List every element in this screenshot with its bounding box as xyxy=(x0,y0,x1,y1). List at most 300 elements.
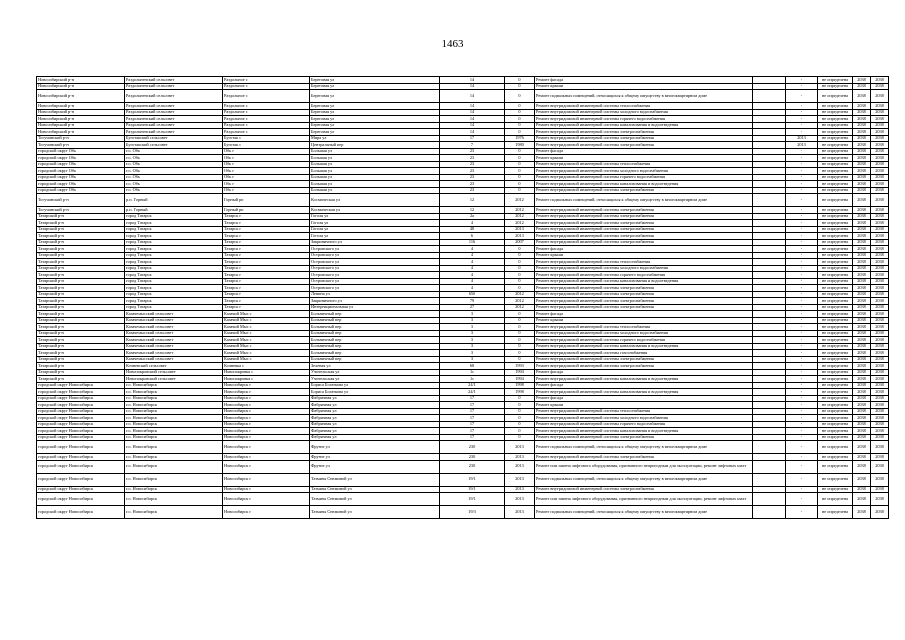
last-repair-year-cell: - xyxy=(786,454,818,461)
last-repair-year-cell: - xyxy=(786,187,818,194)
start-year-cell: 2038 xyxy=(853,83,871,90)
district-cell: Татарский р-н xyxy=(37,285,125,292)
cost-cell: не определена xyxy=(818,168,853,175)
municipality-cell: Раздольненский сельсовет xyxy=(125,77,223,84)
district-cell: Новосибирский р-н xyxy=(37,116,125,123)
end-year-cell: 2038 xyxy=(871,233,889,240)
settlement-cell: Новопокровка с xyxy=(223,369,310,376)
work-type-cell: Ремонт внутридомовой инженерной системы электроснабжения xyxy=(535,454,753,461)
street-cell: Закриничного ул xyxy=(310,239,440,246)
municipality-cell: г.о. Новосибирск xyxy=(125,421,223,428)
cost-cell: не определена xyxy=(818,486,853,493)
end-year-cell: 2038 xyxy=(871,259,889,266)
work-type-cell: Ремонт крыши xyxy=(535,252,753,259)
house-number-cell: 4 xyxy=(440,246,505,253)
house-number-cell: 3 xyxy=(440,324,505,331)
house-number-cell: 1с xyxy=(440,369,505,376)
cost-cell: не определена xyxy=(818,135,853,142)
house-number-cell: 14 xyxy=(440,103,505,110)
start-year-cell: 2038 xyxy=(853,135,871,142)
street-cell: Больничный пер xyxy=(310,337,440,344)
last-repair-year-cell: - xyxy=(786,272,818,279)
build-year-cell: 0 xyxy=(505,90,535,103)
street-cell: Фабричная ул xyxy=(310,434,440,441)
work-type-cell: Ремонт внутридомовой инженерной системы горячего водоснабжения xyxy=(535,421,753,428)
house-number-cell: 24/1 xyxy=(440,389,505,396)
district-cell: Татарский р-н xyxy=(37,259,125,266)
house-number-cell: 6 xyxy=(440,233,505,240)
start-year-cell: 2038 xyxy=(853,298,871,305)
build-year-cell: 0 xyxy=(505,278,535,285)
start-year-cell: 2038 xyxy=(853,265,871,272)
page-number: 1463 xyxy=(441,38,464,50)
start-year-cell: 2038 xyxy=(853,389,871,396)
start-year-cell: 2038 xyxy=(853,233,871,240)
district-cell: Новосибирский р-н xyxy=(37,83,125,90)
work-type-cell: Ремонт внутридомовой инженерной системы холодного водоснабжения xyxy=(535,330,753,337)
work-type-cell: Ремонт внутридомовой инженерной системы теплоснабжения xyxy=(535,103,753,110)
build-year-cell: 0 xyxy=(505,122,535,129)
work-type-cell: Ремонт или замена лифтового оборудования, признанного непригодным для эксплуатации, ремонт лифтовых шахт xyxy=(535,493,753,506)
build-year-cell: 0 xyxy=(505,181,535,188)
house-number-cell: 17 xyxy=(440,402,505,409)
start-year-cell: 2038 xyxy=(853,343,871,350)
street-cell: Островского ул xyxy=(310,252,440,259)
street-cell: Большая ул xyxy=(310,161,440,168)
build-year-cell: 0 xyxy=(505,408,535,415)
cost-cell: не определена xyxy=(818,363,853,370)
municipality-cell: г.о. Новосибирск xyxy=(125,506,223,519)
house-number-cell: 4 xyxy=(440,259,505,266)
house-number-cell: 19/1 xyxy=(440,473,505,486)
start-year-cell: 2038 xyxy=(853,103,871,110)
last-repair-year-cell: - xyxy=(786,493,818,506)
house-number-cell: 3 xyxy=(440,343,505,350)
cost-cell: не определена xyxy=(818,337,853,344)
last-repair-year-cell: - xyxy=(786,376,818,383)
last-repair-year-cell: - xyxy=(786,350,818,357)
settlement-cell: Татарск г xyxy=(223,272,310,279)
cost-cell: не определена xyxy=(818,220,853,227)
start-year-cell: 2038 xyxy=(853,174,871,181)
house-number-cell: 17 xyxy=(440,135,505,142)
end-year-cell: 2038 xyxy=(871,155,889,162)
last-repair-year-cell: - xyxy=(786,90,818,103)
start-year-cell: 2038 xyxy=(853,428,871,435)
spacer-cell xyxy=(753,194,786,207)
start-year-cell: 2038 xyxy=(853,148,871,155)
start-year-cell: 2038 xyxy=(853,454,871,461)
municipality-cell: Казачемысский сельсовет xyxy=(125,337,223,344)
work-type-cell: Ремонт внутридомовой инженерной системы электроснабжения xyxy=(535,356,753,363)
end-year-cell: 2038 xyxy=(871,116,889,123)
cost-cell: не определена xyxy=(818,148,853,155)
build-year-cell: 0 xyxy=(505,116,535,123)
street-cell: Ленина ул xyxy=(310,291,440,298)
cost-cell: не определена xyxy=(818,207,853,214)
end-year-cell: 2038 xyxy=(871,506,889,519)
cost-cell: не определена xyxy=(818,369,853,376)
house-number-cell: 4 xyxy=(440,272,505,279)
end-year-cell: 2038 xyxy=(871,220,889,227)
house-number-cell: 3 xyxy=(440,330,505,337)
cost-cell: не определена xyxy=(818,350,853,357)
house-number-cell: 23 xyxy=(440,155,505,162)
start-year-cell: 2038 xyxy=(853,285,871,292)
start-year-cell: 2038 xyxy=(853,408,871,415)
work-type-cell: Ремонт крыши xyxy=(535,402,753,409)
build-year-cell: 0 xyxy=(505,187,535,194)
municipality-cell: г.о. Обь xyxy=(125,168,223,175)
start-year-cell: 2038 xyxy=(853,90,871,103)
capital-repair-table xyxy=(36,76,889,519)
cost-cell: не определена xyxy=(818,473,853,486)
district-cell: Тогучинский р-н xyxy=(37,142,125,149)
end-year-cell: 2038 xyxy=(871,181,889,188)
municipality-cell: р.п. Горный xyxy=(125,207,223,214)
house-number-cell: 19/1 xyxy=(440,486,505,493)
municipality-cell: г.о. Новосибирск xyxy=(125,460,223,473)
end-year-cell: 2038 xyxy=(871,382,889,389)
municipality-cell: г.о. Новосибирск xyxy=(125,402,223,409)
house-number-cell: 4 xyxy=(440,220,505,227)
last-repair-year-cell: - xyxy=(786,395,818,402)
house-number-cell: 14 xyxy=(440,83,505,90)
work-type-cell: Ремонт подвальных помещений, относящихся к общему имуществу в многоквартирном доме xyxy=(535,441,753,454)
end-year-cell: 2038 xyxy=(871,376,889,383)
work-type-cell: Ремонт или замена лифтового оборудования, признанного непригодным для эксплуатации, ремонт лифтовых шахт xyxy=(535,460,753,473)
house-number-cell: 17 xyxy=(440,421,505,428)
settlement-cell: Раздольное с xyxy=(223,129,310,136)
end-year-cell: 2038 xyxy=(871,265,889,272)
build-year-cell: 0 xyxy=(505,148,535,155)
street-cell: Фабричная ул xyxy=(310,421,440,428)
street-cell: Больничный пер xyxy=(310,330,440,337)
cost-cell: не определена xyxy=(818,226,853,233)
house-number-cell: 23 xyxy=(440,181,505,188)
build-year-cell: 0 xyxy=(505,421,535,428)
start-year-cell: 2038 xyxy=(853,382,871,389)
last-repair-year-cell: - xyxy=(786,265,818,272)
settlement-cell: Новосибирск г xyxy=(223,415,310,422)
cost-cell: не определена xyxy=(818,233,853,240)
house-number-cell: 3 xyxy=(440,356,505,363)
district-cell: городской округ Новосибирск xyxy=(37,421,125,428)
start-year-cell: 2038 xyxy=(853,259,871,266)
work-type-cell: Ремонт внутридомовой инженерной системы электроснабжения xyxy=(535,142,753,149)
last-repair-year-cell: - xyxy=(786,207,818,214)
last-repair-year-cell: - xyxy=(786,428,818,435)
last-repair-year-cell: - xyxy=(786,317,818,324)
work-type-cell: Ремонт внутридомовой инженерной системы электроснабжения xyxy=(535,213,753,220)
end-year-cell: 2038 xyxy=(871,103,889,110)
build-year-cell: 1998 xyxy=(505,389,535,396)
start-year-cell: 2038 xyxy=(853,291,871,298)
build-year-cell: 2013 xyxy=(505,454,535,461)
build-year-cell: 0 xyxy=(505,155,535,162)
last-repair-year-cell: - xyxy=(786,506,818,519)
end-year-cell: 2038 xyxy=(871,486,889,493)
last-repair-year-cell: - xyxy=(786,408,818,415)
settlement-cell: Горный рп xyxy=(223,194,310,207)
settlement-cell: Раздольное с xyxy=(223,122,310,129)
cost-cell: не определена xyxy=(818,181,853,188)
municipality-cell: г.о. Новосибирск xyxy=(125,428,223,435)
end-year-cell: 2038 xyxy=(871,291,889,298)
municipality-cell: г.о. Новосибирск xyxy=(125,382,223,389)
end-year-cell: 2038 xyxy=(871,473,889,486)
start-year-cell: 2038 xyxy=(853,493,871,506)
work-type-cell: Ремонт внутридомовой инженерной системы канализования и водоотведения xyxy=(535,181,753,188)
district-cell: городской округ Обь xyxy=(37,174,125,181)
build-year-cell: 2007 xyxy=(505,239,535,246)
street-cell: Татьяны Снежиной ул xyxy=(310,493,440,506)
house-number-cell: 17 xyxy=(440,434,505,441)
municipality-cell: г.о. Обь xyxy=(125,161,223,168)
start-year-cell: 2038 xyxy=(853,142,871,149)
settlement-cell: Татарск г xyxy=(223,220,310,227)
start-year-cell: 2038 xyxy=(853,337,871,344)
table-row xyxy=(37,506,889,519)
district-cell: городской округ Новосибирск xyxy=(37,395,125,402)
house-number-cell: 27 xyxy=(440,304,505,311)
start-year-cell: 2038 xyxy=(853,207,871,214)
build-year-cell: 0 xyxy=(505,337,535,344)
end-year-cell: 2038 xyxy=(871,330,889,337)
street-cell: Гоголя ул xyxy=(310,213,440,220)
street-cell: Островского ул xyxy=(310,265,440,272)
house-number-cell: 12 xyxy=(440,194,505,207)
build-year-cell: 1994 xyxy=(505,369,535,376)
start-year-cell: 2038 xyxy=(853,272,871,279)
start-year-cell: 2038 xyxy=(853,421,871,428)
last-repair-year-cell: - xyxy=(786,181,818,188)
last-repair-year-cell: - xyxy=(786,278,818,285)
house-number-cell: 3 xyxy=(440,311,505,318)
work-type-cell: Ремонт внутридомовой инженерной системы холодного водоснабжения xyxy=(535,265,753,272)
cost-cell: не определена xyxy=(818,415,853,422)
street-cell: Фабричная ул xyxy=(310,402,440,409)
municipality-cell: город Татарск xyxy=(125,246,223,253)
build-year-cell: 0 xyxy=(505,415,535,422)
house-number-cell: 4 xyxy=(440,252,505,259)
table-row xyxy=(37,493,889,506)
end-year-cell: 2038 xyxy=(871,421,889,428)
district-cell: Татарский р-н xyxy=(37,376,125,383)
settlement-cell: Татарск г xyxy=(223,226,310,233)
house-number-cell: 17 xyxy=(440,395,505,402)
house-number-cell: 23 xyxy=(440,148,505,155)
cost-cell: не определена xyxy=(818,395,853,402)
district-cell: городской округ Новосибирск xyxy=(37,389,125,396)
build-year-cell: 2012 xyxy=(505,194,535,207)
last-repair-year-cell: - xyxy=(786,415,818,422)
last-repair-year-cell: - xyxy=(786,434,818,441)
settlement-cell: Кочневка с xyxy=(223,363,310,370)
work-type-cell: Ремонт внутридомовой инженерной системы электроснабжения xyxy=(535,220,753,227)
last-repair-year-cell: - xyxy=(786,311,818,318)
settlement-cell: Татарск г xyxy=(223,239,310,246)
house-number-cell: 230 xyxy=(440,454,505,461)
start-year-cell: 2038 xyxy=(853,330,871,337)
end-year-cell: 2038 xyxy=(871,246,889,253)
start-year-cell: 2038 xyxy=(853,226,871,233)
district-cell: Татарский р-н xyxy=(37,350,125,357)
cost-cell: не определена xyxy=(818,187,853,194)
end-year-cell: 2038 xyxy=(871,272,889,279)
start-year-cell: 2038 xyxy=(853,402,871,409)
work-type-cell: Ремонт внутридомовой инженерной системы электроснабжения xyxy=(535,434,753,441)
settlement-cell: Новосибирск г xyxy=(223,493,310,506)
work-type-cell: Ремонт внутридомовой инженерной системы электроснабжения xyxy=(535,207,753,214)
end-year-cell: 2038 xyxy=(871,278,889,285)
work-type-cell: Ремонт крыши xyxy=(535,83,753,90)
settlement-cell: Новосибирск г xyxy=(223,382,310,389)
end-year-cell: 2038 xyxy=(871,304,889,311)
work-type-cell: Ремонт внутридомовой инженерной системы электроснабжения xyxy=(535,239,753,246)
last-repair-year-cell: - xyxy=(786,83,818,90)
cost-cell: не определена xyxy=(818,298,853,305)
cost-cell: не определена xyxy=(818,103,853,110)
build-year-cell: 0 xyxy=(505,285,535,292)
house-number-cell: 230 xyxy=(440,460,505,473)
settlement-cell: Новосибирск г xyxy=(223,408,310,415)
last-repair-year-cell: 2013 xyxy=(786,142,818,149)
last-repair-year-cell: - xyxy=(786,174,818,181)
last-repair-year-cell: - xyxy=(786,421,818,428)
house-number-cell: 19/3 xyxy=(440,506,505,519)
municipality-cell: город Татарск xyxy=(125,226,223,233)
build-year-cell: 0 xyxy=(505,252,535,259)
start-year-cell: 2038 xyxy=(853,486,871,493)
district-cell: Татарский р-н xyxy=(37,272,125,279)
house-number-cell: 116 xyxy=(440,239,505,246)
settlement-cell: Обь г xyxy=(223,174,310,181)
settlement-cell: Новопокровка с xyxy=(223,376,310,383)
settlement-cell: Раздольное с xyxy=(223,83,310,90)
district-cell: Татарский р-н xyxy=(37,369,125,376)
build-year-cell: 0 xyxy=(505,356,535,363)
last-repair-year-cell: - xyxy=(786,343,818,350)
build-year-cell: 1976 xyxy=(505,135,535,142)
last-repair-year-cell: - xyxy=(786,304,818,311)
district-cell: Новосибирский р-н xyxy=(37,109,125,116)
start-year-cell: 2038 xyxy=(853,317,871,324)
district-cell: Новосибирский р-н xyxy=(37,103,125,110)
street-cell: Фабричная ул xyxy=(310,395,440,402)
cost-cell: не определена xyxy=(818,174,853,181)
municipality-cell: Казачемысский сельсовет xyxy=(125,311,223,318)
street-cell: Учительская ул xyxy=(310,369,440,376)
house-number-cell: 7 xyxy=(440,142,505,149)
settlement-cell: Раздольное с xyxy=(223,116,310,123)
start-year-cell: 2038 xyxy=(853,441,871,454)
start-year-cell: 2038 xyxy=(853,168,871,175)
street-cell: Фрунзе ул xyxy=(310,454,440,461)
settlement-cell: Новосибирск г xyxy=(223,402,310,409)
street-cell: Береговая ул xyxy=(310,129,440,136)
street-cell: Больничный пер xyxy=(310,324,440,331)
last-repair-year-cell: - xyxy=(786,363,818,370)
district-cell: Тогучинский р-н xyxy=(37,194,125,207)
settlement-cell: Обь г xyxy=(223,148,310,155)
work-type-cell: Ремонт внутридомовой инженерной системы канализования и водоотведения xyxy=(535,376,753,383)
district-cell: Татарский р-н xyxy=(37,239,125,246)
build-year-cell: 2012 xyxy=(505,298,535,305)
house-number-cell: 24/1 xyxy=(440,382,505,389)
district-cell: Новосибирский р-н xyxy=(37,90,125,103)
end-year-cell: 2038 xyxy=(871,434,889,441)
municipality-cell: Казачемысский сельсовет xyxy=(125,324,223,331)
last-repair-year-cell: - xyxy=(786,486,818,493)
last-repair-year-cell: - xyxy=(786,116,818,123)
end-year-cell: 2038 xyxy=(871,77,889,84)
work-type-cell: Ремонт внутридомовой инженерной системы электроснабжения xyxy=(535,486,753,493)
cost-cell: не определена xyxy=(818,454,853,461)
work-type-cell: Ремонт подвальных помещений, относящихся к общему имуществу в многоквартирном доме xyxy=(535,473,753,486)
house-number-cell: 2а xyxy=(440,213,505,220)
district-cell: городской округ Новосибирск xyxy=(37,428,125,435)
house-number-cell: 79 xyxy=(440,298,505,305)
work-type-cell: Ремонт внутридомовой инженерной системы электроснабжения xyxy=(535,226,753,233)
settlement-cell: Татарск г xyxy=(223,259,310,266)
end-year-cell: 2038 xyxy=(871,402,889,409)
start-year-cell: 2038 xyxy=(853,239,871,246)
last-repair-year-cell: - xyxy=(786,220,818,227)
end-year-cell: 2038 xyxy=(871,142,889,149)
municipality-cell: город Татарск xyxy=(125,259,223,266)
end-year-cell: 2038 xyxy=(871,441,889,454)
street-cell: Береговая ул xyxy=(310,122,440,129)
settlement-cell: Казачий Мыс с xyxy=(223,330,310,337)
district-cell: Татарский р-н xyxy=(37,265,125,272)
municipality-cell: Раздольненский сельсовет xyxy=(125,129,223,136)
house-number-cell: 3 xyxy=(440,337,505,344)
municipality-cell: Кочневский сельсовет xyxy=(125,363,223,370)
settlement-cell: Татарск г xyxy=(223,213,310,220)
cost-cell: не определена xyxy=(818,246,853,253)
cost-cell: не определена xyxy=(818,213,853,220)
last-repair-year-cell: - xyxy=(786,291,818,298)
street-cell: Гоголя ул xyxy=(310,226,440,233)
work-type-cell: Ремонт внутридомовой инженерной системы канализования и водоотведения xyxy=(535,428,753,435)
end-year-cell: 2038 xyxy=(871,174,889,181)
start-year-cell: 2038 xyxy=(853,415,871,422)
municipality-cell: г.о. Новосибирск xyxy=(125,473,223,486)
cost-cell: не определена xyxy=(818,194,853,207)
build-year-cell: 0 xyxy=(505,174,535,181)
build-year-cell: 1998 xyxy=(505,382,535,389)
municipality-cell: Раздольненский сельсовет xyxy=(125,122,223,129)
municipality-cell: г.о. Новосибирск xyxy=(125,395,223,402)
municipality-cell: город Татарск xyxy=(125,220,223,227)
end-year-cell: 2038 xyxy=(871,356,889,363)
district-cell: Татарский р-н xyxy=(37,278,125,285)
last-repair-year-cell: - xyxy=(786,213,818,220)
last-repair-year-cell: - xyxy=(786,337,818,344)
district-cell: городской округ Новосибирск xyxy=(37,460,125,473)
end-year-cell: 2038 xyxy=(871,298,889,305)
build-year-cell: 0 xyxy=(505,434,535,441)
municipality-cell: город Татарск xyxy=(125,304,223,311)
last-repair-year-cell: - xyxy=(786,226,818,233)
end-year-cell: 2038 xyxy=(871,337,889,344)
last-repair-year-cell: - xyxy=(786,148,818,155)
settlement-cell: Казачий Мыс с xyxy=(223,317,310,324)
last-repair-year-cell: - xyxy=(786,77,818,84)
house-number-cell: 23 xyxy=(440,174,505,181)
settlement-cell: Обь г xyxy=(223,168,310,175)
